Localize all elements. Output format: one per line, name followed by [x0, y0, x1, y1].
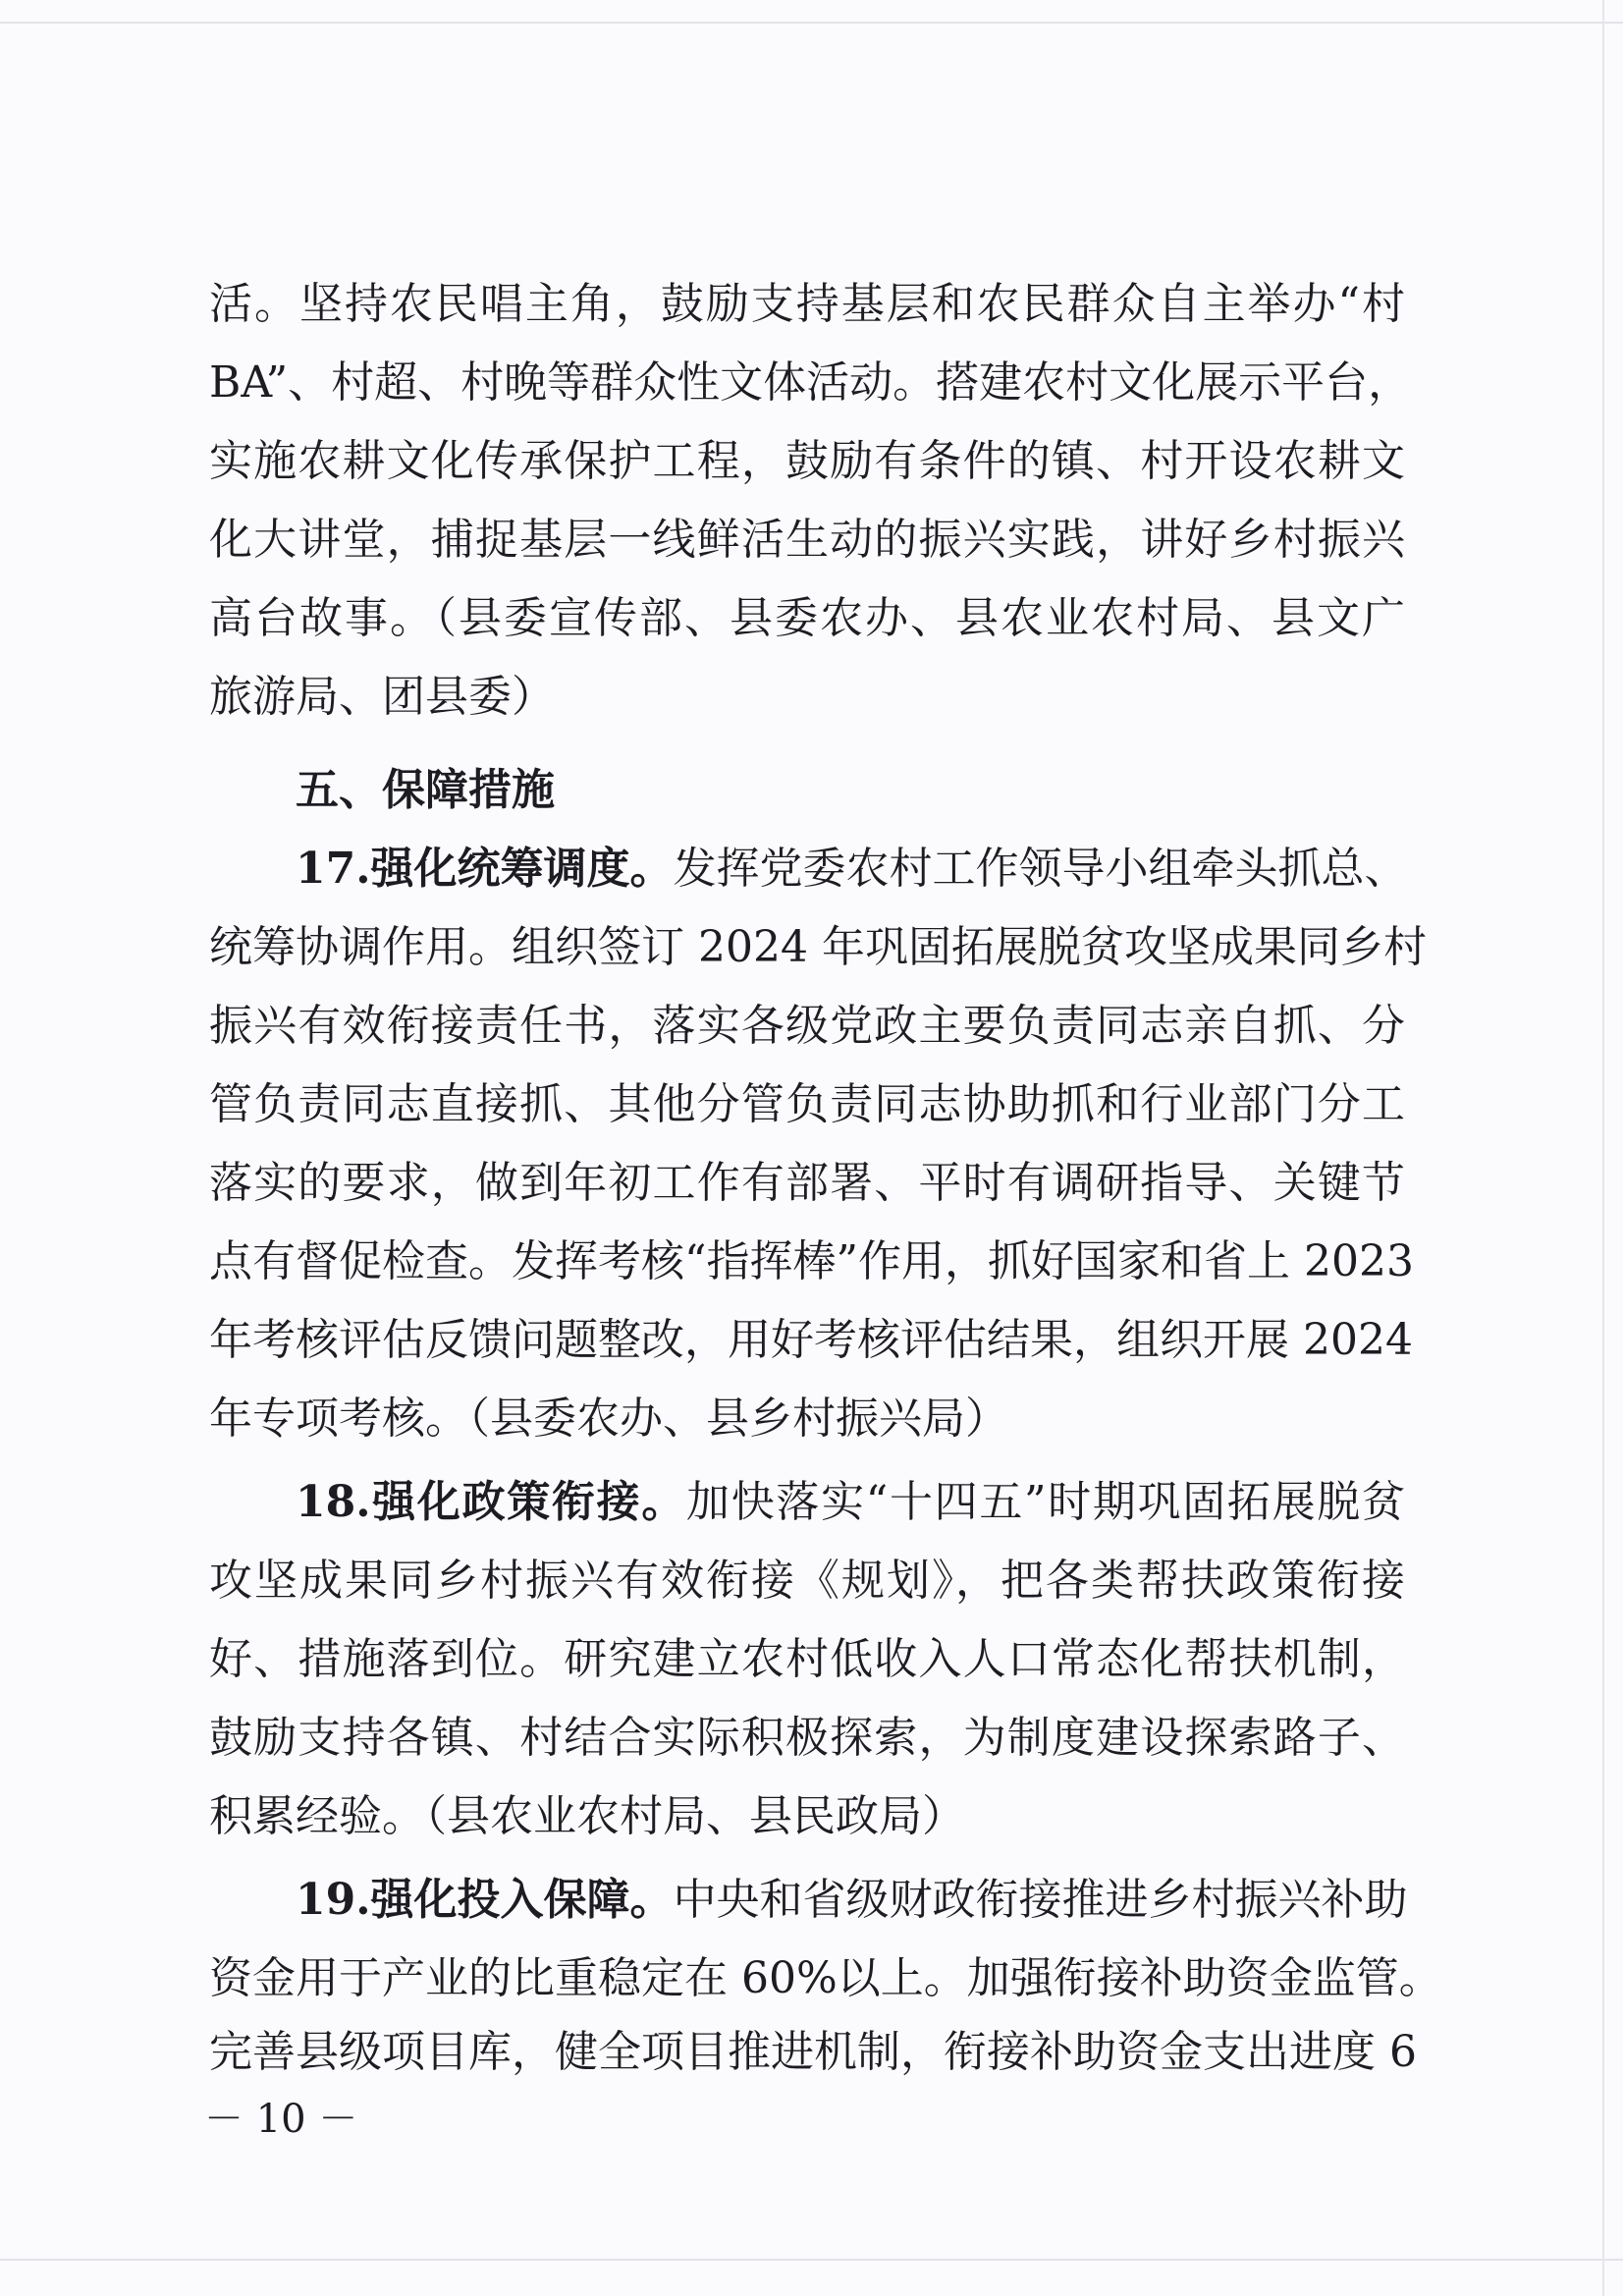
item-17-first-line: [296, 842, 1408, 897]
paragraph-line: 管负责同志直接抓、其他分管负责同志协助抓和行业部门分工: [209, 1079, 1405, 1129]
paragraph-line: BA”、村超、村晚等群众性文体活动。搭建农村文化展示平台，: [209, 357, 1412, 408]
paragraph-line: 活。坚持农民唱主角，鼓励支持基层和农民群众自主举办“村: [209, 279, 1405, 329]
item-17-text: 发挥党委农村工作领导小组牵头抓总、: [673, 844, 1408, 894]
scan-edge-right: [1602, 0, 1604, 2296]
paragraph-line: 实施农耕文化传承保护工程，鼓励有条件的镇、村开设农耕文: [209, 436, 1405, 486]
paragraph-line: 振兴有效衔接责任书，落实各级党政主要负责同志亲自抓、分: [209, 1001, 1405, 1051]
item-18-title: 18.强化政策衔接。: [296, 1477, 687, 1527]
paragraph-line: 鼓励支持各镇、村结合实际积极探索，为制度建设探索路子、: [209, 1713, 1405, 1763]
page-number: － 10 －: [204, 2097, 358, 2142]
paragraph-line: 积累经验。（县农业农村局、县民政局）: [209, 1791, 965, 1841]
item-17-title: 17.强化统筹调度。: [296, 844, 674, 894]
paragraph-line: 完善县级项目库，健全项目推进机制，衔接补助资金支出进度 6: [209, 2027, 1417, 2077]
paragraph-line: 化大讲堂，捕捉基层一线鲜活生动的振兴实践，讲好乡村振兴: [209, 515, 1405, 565]
item-18-first-line: [296, 1475, 1405, 1530]
item-19-text: 中央和省级财政衔接推进乡村振兴补助: [673, 1875, 1408, 1925]
paragraph-line: 高台故事。（县委宣传部、县委农办、县农业农村局、县文广: [209, 593, 1405, 643]
item-19-first-line: [296, 1873, 1408, 1928]
section-heading: 五、保障措施: [296, 765, 555, 815]
paragraph-line: 资金用于产业的比重稳定在 60%以上。加强衔接补助资金监管。: [209, 1953, 1442, 2003]
paragraph-line: 旅游局、团县委）: [209, 672, 555, 722]
item-18-text: 加快落实“十四五”时期巩固拓展脱贫: [686, 1477, 1405, 1527]
paragraph-line: 年考核评估反馈问题整改，用好考核评估结果，组织开展 2024: [209, 1315, 1413, 1365]
scan-edge-bottom: [0, 2259, 1623, 2261]
paragraph-line: 统筹协调作用。组织签订 2024 年巩固拓展脱贫攻坚成果同乡村: [209, 922, 1427, 972]
item-19-title: 19.强化投入保障。: [296, 1875, 674, 1925]
paragraph-line: 落实的要求，做到年初工作有部署、平时有调研指导、关键节: [209, 1158, 1405, 1208]
paragraph-line: 点有督促检查。发挥考核“指挥棒”作用，抓好国家和省上 2023: [209, 1236, 1414, 1286]
paragraph-line: 攻坚成果同乡村振兴有效衔接《规划》，把各类帮扶政策衔接: [209, 1556, 1405, 1606]
paragraph-line: 好、措施落到位。研究建立农村低收入人口常态化帮扶机制，: [209, 1634, 1405, 1684]
scan-edge-top: [0, 22, 1623, 24]
paragraph-line: 年专项考核。（县委农办、县乡村振兴局）: [209, 1394, 1008, 1444]
